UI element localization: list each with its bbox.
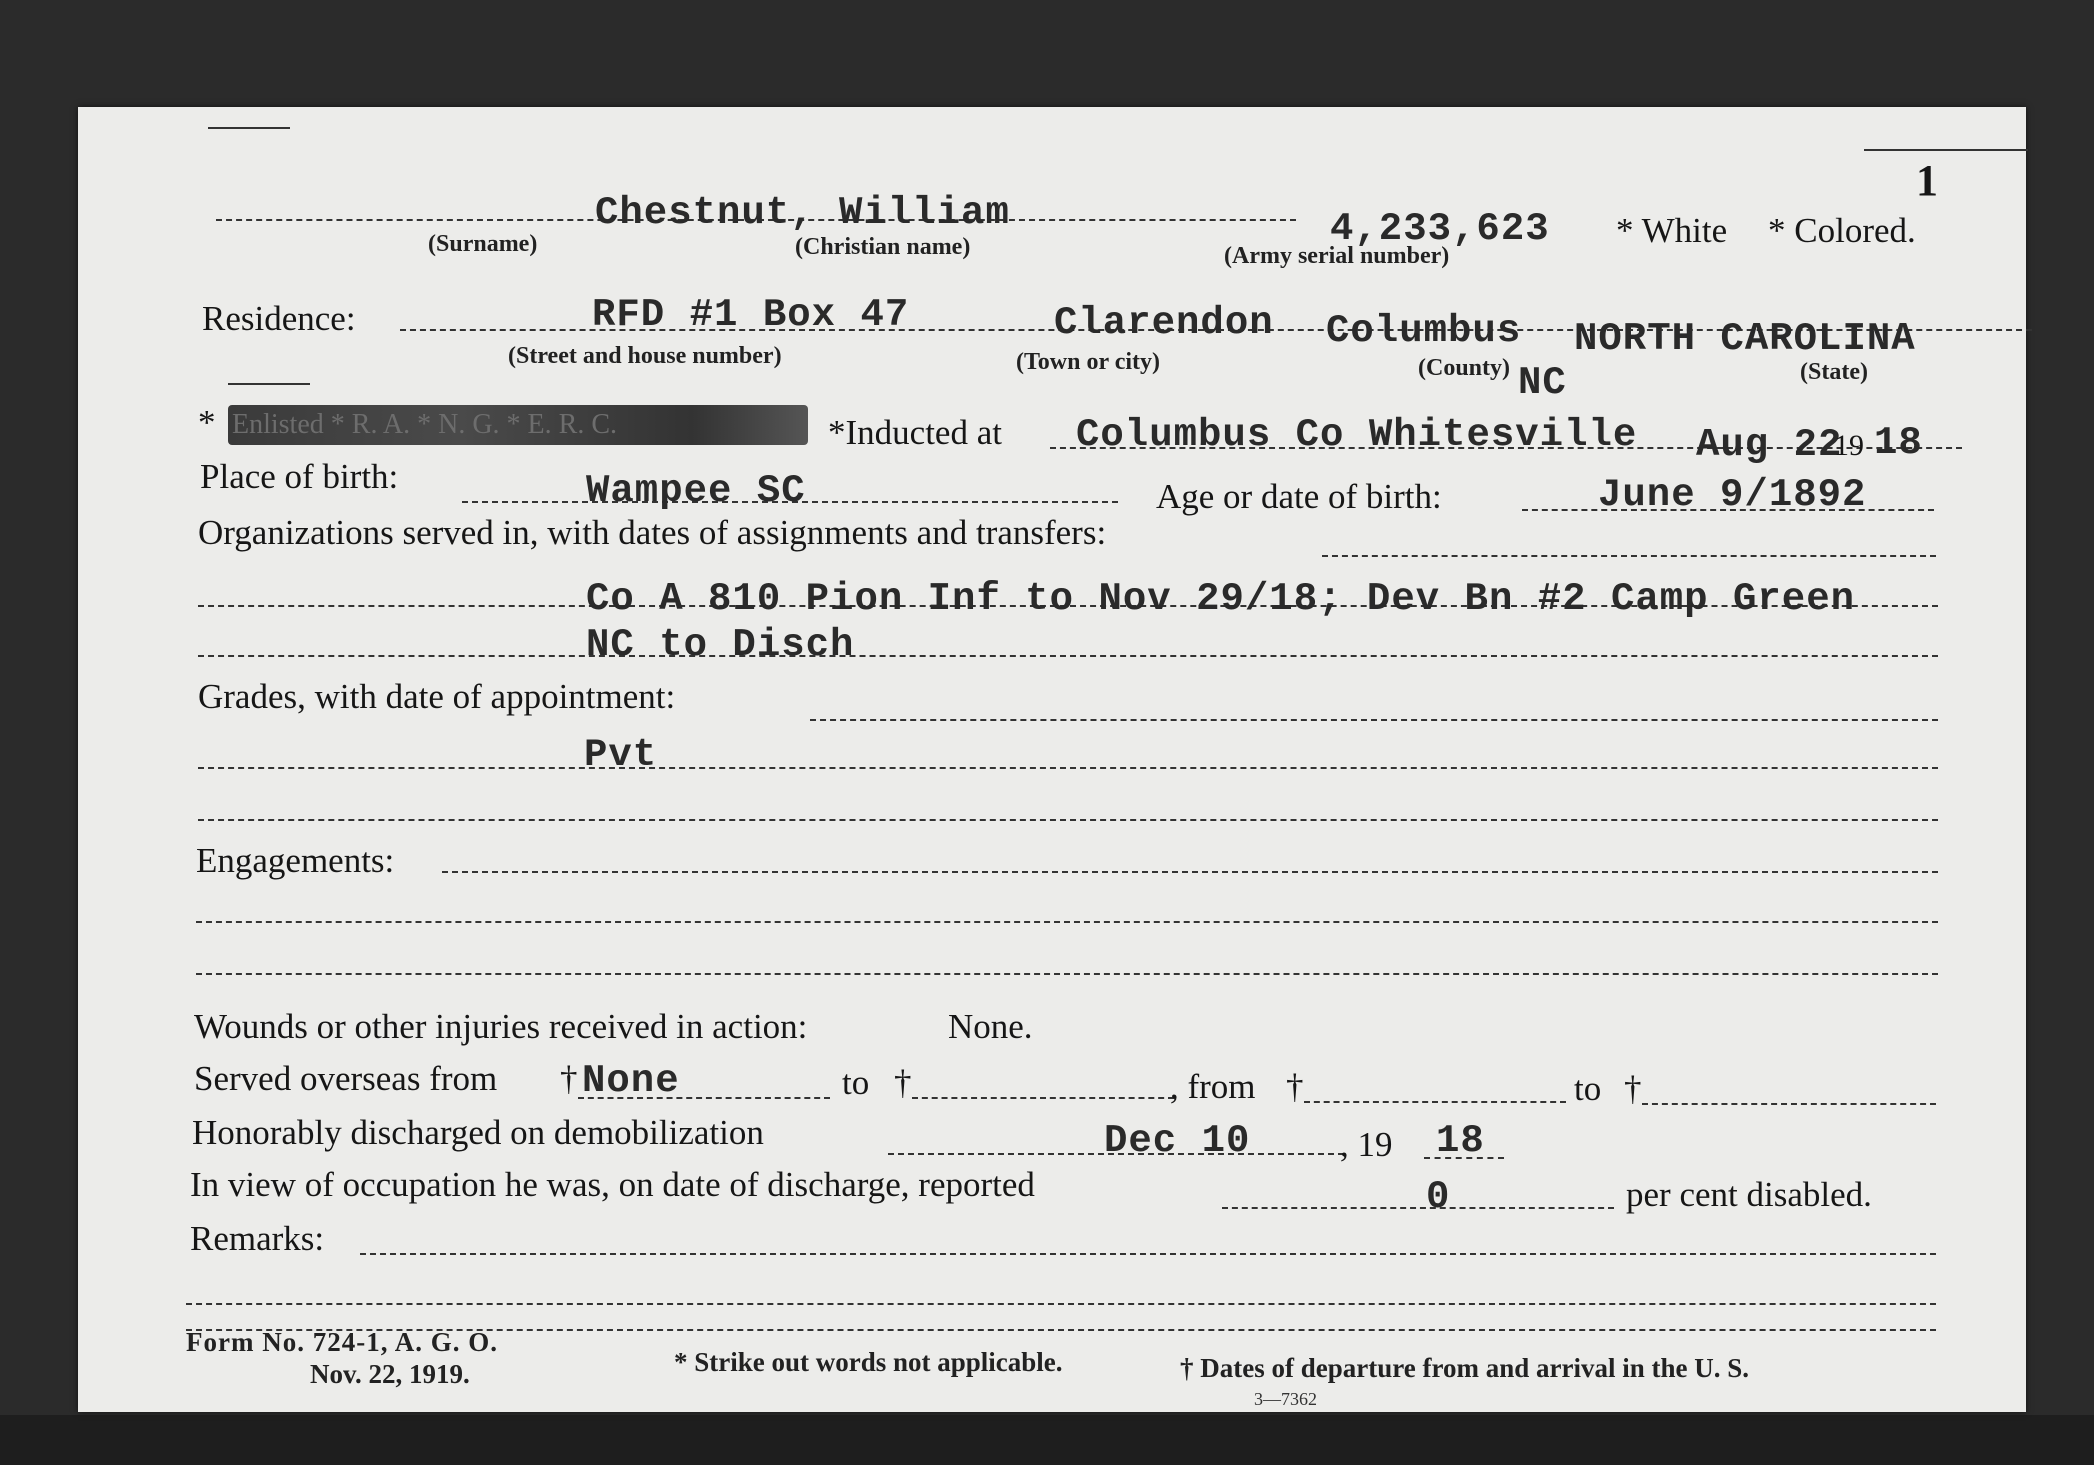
- grades-line-0: [810, 719, 1938, 721]
- short-rule: [228, 383, 310, 385]
- overseas-to-label-2: to: [1574, 1069, 1602, 1108]
- disability-line: [1222, 1207, 1614, 1209]
- enlisted-asterisk: *: [198, 403, 216, 442]
- race-colored: * Colored.: [1768, 211, 1916, 250]
- street-caption: (Street and house number): [508, 343, 782, 369]
- residence-label: Residence:: [202, 299, 356, 338]
- organizations-line-2: [198, 655, 1938, 657]
- strike-note: * Strike out words not applicable.: [674, 1347, 1063, 1377]
- engagements-line-1: [196, 921, 1938, 923]
- draft-record-card: [78, 107, 2026, 1412]
- county-note: NC: [1518, 361, 1567, 405]
- organizations-value-2: NC to Disch: [586, 623, 855, 667]
- birth-date-label: Age or date of birth:: [1156, 477, 1442, 516]
- background-edge: [0, 1415, 2094, 1465]
- form-number: Form No. 724-1, A. G. O.: [186, 1327, 498, 1357]
- wounds-label: Wounds or other injuries received in action:: [194, 1007, 808, 1046]
- overseas-dagger-2: †: [894, 1063, 912, 1102]
- inducted-year: 18: [1874, 421, 1923, 465]
- disability-suffix: per cent disabled.: [1626, 1175, 1872, 1214]
- residence-county: Columbus: [1326, 309, 1522, 353]
- discharge-label: Honorably discharged on demobilization: [192, 1113, 764, 1152]
- remarks-label: Remarks:: [190, 1219, 325, 1258]
- town-caption: (Town or city): [1016, 349, 1160, 375]
- residence-town: Clarendon: [1054, 301, 1274, 345]
- overseas-label: Served overseas from: [194, 1059, 498, 1098]
- overseas-dagger-4: †: [1624, 1069, 1642, 1108]
- top-left-rule: [208, 127, 290, 129]
- organizations-value-1: Co A 810 Pion Inf to Nov 29/18; Dev Bn #2 Camp Green: [586, 577, 1855, 621]
- card-number: 1: [1916, 156, 1938, 205]
- residence-street: RFD #1 Box 47: [592, 293, 910, 337]
- inducted-label: *Inducted at: [828, 413, 1002, 452]
- birth-place-label: Place of birth:: [200, 457, 399, 496]
- overseas-to-line-1: [912, 1097, 1174, 1099]
- organizations-line-0: [1322, 555, 1936, 557]
- grades-label: Grades, with date of appointment:: [198, 677, 676, 716]
- discharge-year-prefix: , 19: [1340, 1125, 1393, 1164]
- overseas-to-line-2: [1642, 1103, 1936, 1105]
- overseas-from-value: None: [582, 1059, 680, 1103]
- engagements-line-0: [442, 871, 1938, 873]
- serial-number-caption: (Army serial number): [1224, 243, 1450, 269]
- overseas-from-label-2: , from: [1170, 1067, 1256, 1106]
- grades-line-1: [198, 767, 1938, 769]
- engagements-label: Engagements:: [196, 841, 395, 880]
- overseas-from-line-2: [1304, 1101, 1566, 1103]
- disability-value: 0: [1426, 1175, 1451, 1219]
- organizations-label: Organizations served in, with dates of assignments and transfers:: [198, 513, 1107, 552]
- dagger-note: † Dates of departure from and arrival in the U. S.: [1180, 1353, 1749, 1383]
- surname-caption: (Surname): [428, 231, 538, 257]
- inducted-date: Aug 22: [1696, 423, 1843, 467]
- birth-place-value: Wampee SC: [586, 469, 806, 513]
- struck-out-text: Enlisted * R. A. * N. G. * E. R. C.: [232, 409, 618, 440]
- top-right-rule: [1864, 149, 2028, 151]
- residence-state: NORTH CAROLINA: [1574, 317, 1916, 361]
- race-white: * White: [1616, 211, 1728, 250]
- engagements-line-2: [196, 973, 1938, 975]
- struck-out-enlistment: [228, 405, 808, 445]
- form-date: Nov. 22, 1919.: [310, 1359, 470, 1389]
- inducted-place: Columbus Co Whitesville: [1076, 413, 1638, 457]
- serial-number-value: 4,233,623: [1330, 207, 1550, 251]
- overseas-dagger-3: †: [1286, 1067, 1304, 1106]
- remarks-line-0: [360, 1253, 1936, 1255]
- grades-line-2: [198, 819, 1938, 821]
- wounds-value: None.: [948, 1007, 1033, 1046]
- discharge-year: 18: [1436, 1119, 1485, 1163]
- discharge-date: Dec 10: [1104, 1119, 1251, 1163]
- county-caption: (County): [1418, 355, 1511, 381]
- grades-value: Pvt: [584, 733, 658, 777]
- inducted-year-prefix: 19: [1834, 429, 1864, 462]
- disability-label: In view of occupation he was, on date of discharge, reported: [190, 1165, 1035, 1204]
- name-value: Chestnut, William: [595, 191, 1010, 235]
- christian-name-caption: (Christian name): [795, 234, 971, 260]
- birth-date-value: June 9/1892: [1598, 473, 1867, 517]
- overseas-dagger-1: †: [560, 1059, 578, 1098]
- state-caption: (State): [1800, 359, 1868, 385]
- overseas-to-label-1: to: [842, 1063, 870, 1102]
- print-code: 3—7362: [1254, 1389, 1317, 1409]
- remarks-line-1: [186, 1303, 1936, 1305]
